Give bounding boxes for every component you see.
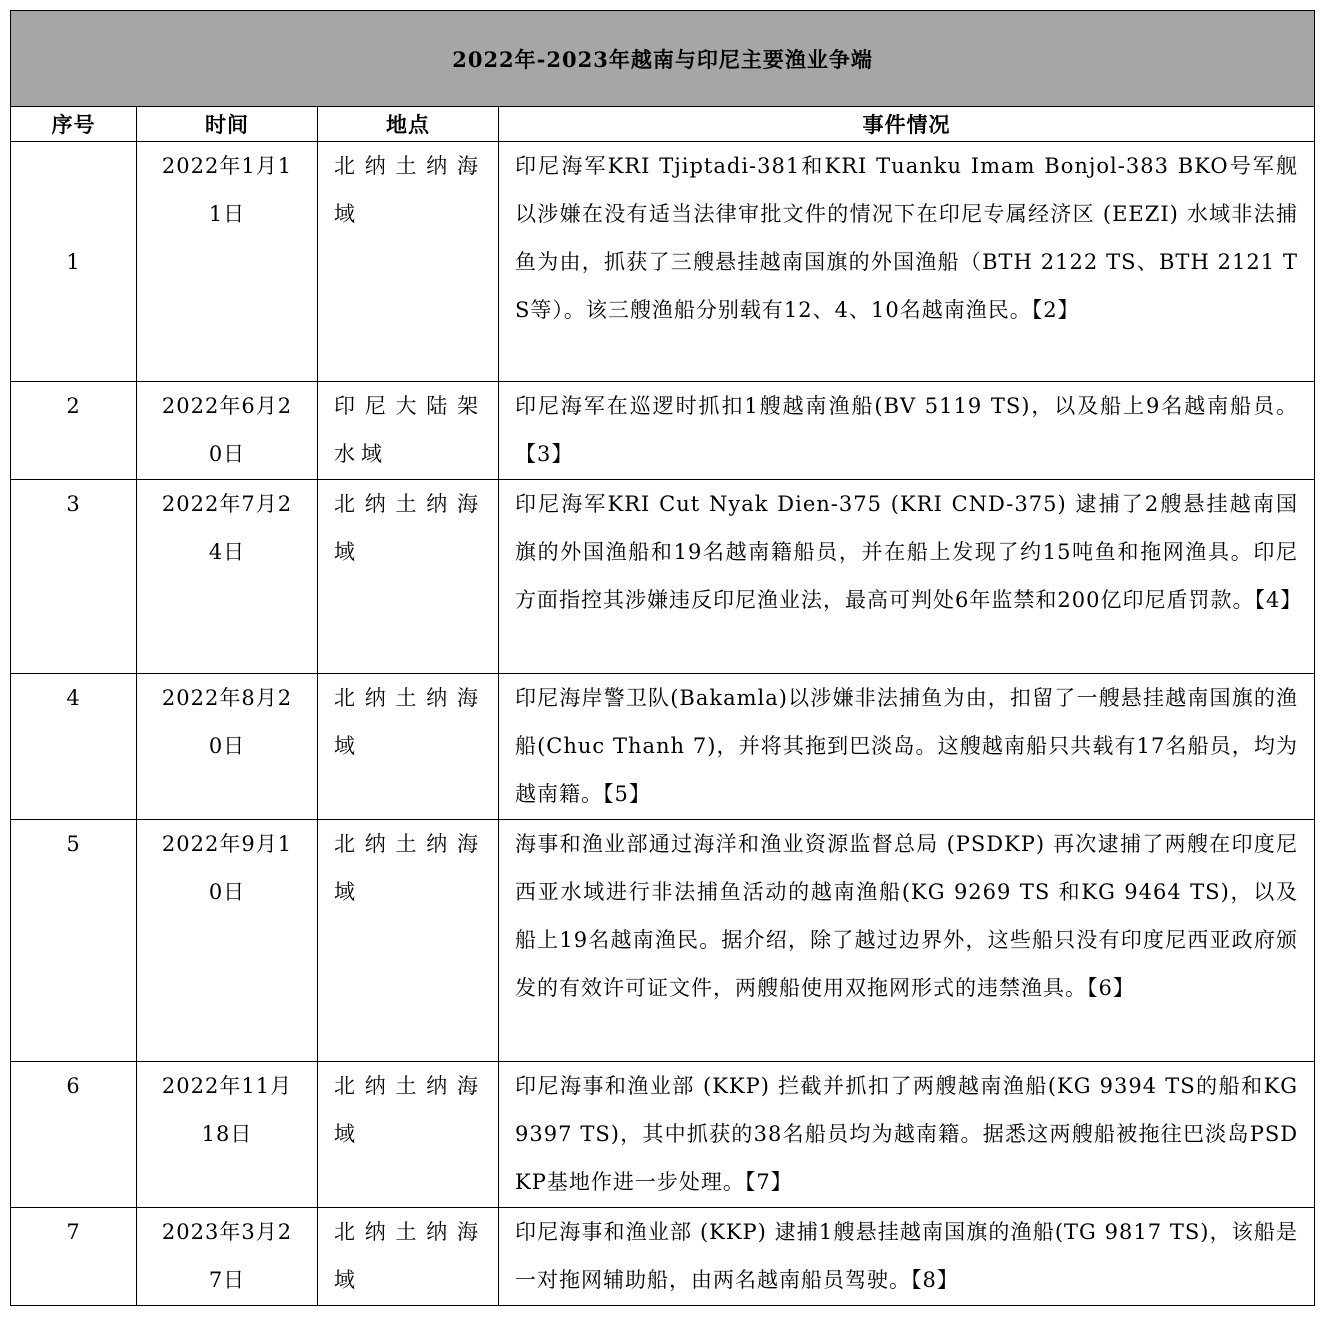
row-place: 北纳土纳海域 bbox=[318, 142, 499, 382]
table-row bbox=[11, 1062, 1315, 1208]
table-row bbox=[11, 674, 1315, 820]
header-place: 地点 bbox=[318, 107, 499, 142]
header-no: 序号 bbox=[11, 107, 137, 142]
row-number: 6 bbox=[11, 1062, 137, 1208]
row-event: 印尼海岸警卫队(Bakamla)以涉嫌非法捕鱼为由，扣留了一艘悬挂越南国旗的渔船(Chuc Thanh 7)，并将其拖到巴淡岛。这艘越南船只共载有17名船员，均为越南籍。【5】 bbox=[499, 674, 1315, 820]
row-place: 北纳土纳海域 bbox=[318, 1208, 499, 1306]
row-event: 印尼海军在巡逻时抓扣1艘越南渔船(BV 5119 TS)，以及船上9名越南船员。【3】 bbox=[499, 382, 1315, 480]
row-number: 5 bbox=[11, 820, 137, 1062]
row-time: 2022年6月20日 bbox=[137, 382, 318, 480]
row-number: 7 bbox=[11, 1208, 137, 1306]
row-event: 海事和渔业部通过海洋和渔业资源监督总局 (PSDKP) 再次逮捕了两艘在印度尼西亚水域进行非法捕鱼活动的越南渔船(KG 9269 TS 和KG 9464 TS)，以及船上19名越南渔民。据介绍，除了越过边界外，这些船只没有印度尼西亚政府颁发的有效许可证文件，两艘船使用双拖网形式的违禁渔具。【6】 bbox=[499, 820, 1315, 1062]
header-event: 事件情况 bbox=[499, 107, 1315, 142]
title-row bbox=[11, 11, 1315, 107]
row-time: 2022年9月10日 bbox=[137, 820, 318, 1062]
row-place: 北纳土纳海域 bbox=[318, 820, 499, 1062]
row-place: 北纳土纳海域 bbox=[318, 674, 499, 820]
row-place: 印尼大陆架水域 bbox=[318, 382, 499, 480]
row-time: 2022年8月20日 bbox=[137, 674, 318, 820]
table-row bbox=[11, 382, 1315, 480]
row-number: 2 bbox=[11, 382, 137, 480]
table-row bbox=[11, 1208, 1315, 1306]
row-time: 2023年3月27日 bbox=[137, 1208, 318, 1306]
row-time: 2022年7月24日 bbox=[137, 480, 318, 674]
row-event: 印尼海事和渔业部 (KKP) 拦截并抓扣了两艘越南渔船(KG 9394 TS的船和KG 9397 TS)，其中抓获的38名船员均为越南籍。据悉这两艘船被拖往巴淡岛PSDKP基地作进一步处理。【7】 bbox=[499, 1062, 1315, 1208]
fishing-dispute-table bbox=[10, 10, 1315, 1306]
row-place: 北纳土纳海域 bbox=[318, 480, 499, 674]
row-event: 印尼海事和渔业部 (KKP) 逮捕1艘悬挂越南国旗的渔船(TG 9817 TS)，该船是一对拖网辅助船，由两名越南船员驾驶。【8】 bbox=[499, 1208, 1315, 1306]
row-number: 3 bbox=[11, 480, 137, 674]
table-row bbox=[11, 142, 1315, 382]
row-number: 4 bbox=[11, 674, 137, 820]
table-row bbox=[11, 480, 1315, 674]
row-event: 印尼海军KRI Tjiptadi-381和KRI Tuanku Imam Bonjol-383 BKO号军舰以涉嫌在没有适当法律审批文件的情况下在印尼专属经济区 (EEZI) 水域非法捕鱼为由，抓获了三艘悬挂越南国旗的外国渔船（BTH 2122 TS、BTH 2121 TS等）。该三艘渔船分别载有12、4、10名越南渔民。【2】 bbox=[499, 142, 1315, 382]
table-row bbox=[11, 820, 1315, 1062]
header-row bbox=[11, 107, 1315, 142]
row-place: 北纳土纳海域 bbox=[318, 1062, 499, 1208]
row-time: 2022年1月11日 bbox=[137, 142, 318, 382]
header-time: 时间 bbox=[137, 107, 318, 142]
row-event: 印尼海军KRI Cut Nyak Dien-375 (KRI CND-375) 逮捕了2艘悬挂越南国旗的外国渔船和19名越南籍船员，并在船上发现了约15吨鱼和拖网渔具。印尼方面指控其涉嫌违反印尼渔业法，最高可判处6年监禁和200亿印尼盾罚款。【4】 bbox=[499, 480, 1315, 674]
table-title: 2022年-2023年越南与印尼主要渔业争端 bbox=[11, 11, 1315, 107]
row-time: 2022年11月18日 bbox=[137, 1062, 318, 1208]
row-number: 1 bbox=[11, 142, 137, 382]
